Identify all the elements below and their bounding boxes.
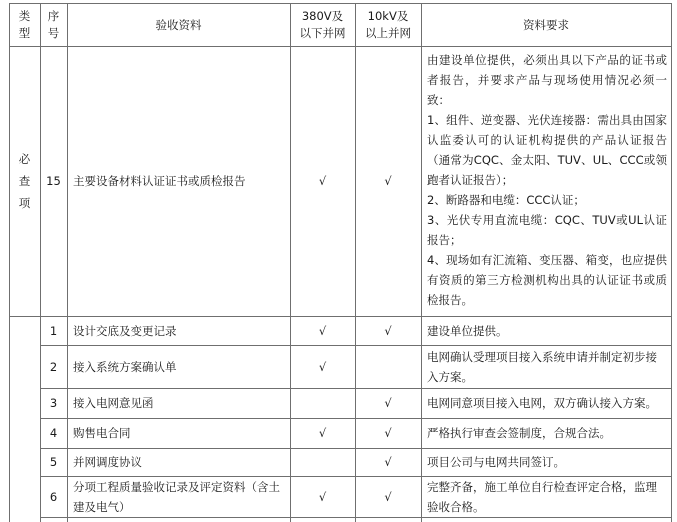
row-material: 分项工程质量验收记录及评定资料（含土建及电气） bbox=[73, 479, 280, 514]
check-10kv: √ bbox=[384, 174, 392, 188]
check-10kv bbox=[355, 345, 421, 388]
header-material: 验收资料 bbox=[155, 17, 202, 32]
check-10kv: √ bbox=[384, 426, 392, 440]
row-requirement: 建设单位提供。 bbox=[427, 323, 508, 338]
check-380v: √ bbox=[318, 426, 327, 440]
header-10kv: 10kV及 以上并网 bbox=[365, 8, 411, 40]
row-material: 设计交底及变更记录 bbox=[73, 323, 177, 338]
header-380v: 380V及 以下并网 bbox=[299, 8, 346, 40]
row-requirement: 电网确认受理项目接入系统申请并制定初步接入方案。 bbox=[427, 349, 657, 384]
check-380v: √ bbox=[318, 323, 327, 338]
row-material: 接入系统方案确认单 bbox=[73, 359, 177, 374]
check-10kv: √ bbox=[384, 455, 392, 469]
row-number: 2 bbox=[49, 359, 58, 374]
row-number: 1 bbox=[49, 323, 58, 338]
row-requirement: 严格执行审查会签制度，合规合法。 bbox=[427, 426, 611, 440]
row-requirement: 电网同意项目接入电网，双方确认接入方案。 bbox=[427, 396, 657, 410]
row-number: 6 bbox=[49, 489, 58, 504]
row-number: 5 bbox=[49, 455, 58, 469]
check-10kv: √ bbox=[384, 489, 392, 504]
table-rule bbox=[671, 3, 672, 522]
check-380v: √ bbox=[318, 359, 327, 374]
row-material: 购售电合同 bbox=[73, 426, 131, 440]
category-mandatory bbox=[9, 46, 40, 316]
check-380v: √ bbox=[318, 174, 327, 188]
check-10kv: √ bbox=[384, 323, 392, 338]
check-380v: √ bbox=[318, 489, 327, 504]
row-requirement: 由建设单位提供，必须出具以下产品的证书或者报告，并要求产品与现场使用情况必须一致： 1、组件、逆变器、光伏连接器：需出具由国家认监委认可的认证机构提供的产品认证报告（通常为CQC、金太阳、TUV、UL、CCC或领跑者认证报告）； 2、断路器和电缆：CCC认证； 3、光伏专用直流电缆：CQC、TUV或UL认证报告； 4、现场如有汇流箱、变压器、箱变，也应提供有资质的第三方检测机构出具的认证证书或质检报告。 bbox=[427, 53, 667, 307]
check-10kv: √ bbox=[384, 396, 392, 410]
row-material: 主要设备材料认证证书或质检报告 bbox=[73, 174, 246, 188]
row-material: 接入电网意见函 bbox=[73, 396, 154, 410]
header-requirement: 资料要求 bbox=[523, 17, 569, 32]
row-requirement: 项目公司与电网共同签订。 bbox=[427, 455, 565, 469]
row-number: 3 bbox=[49, 396, 58, 410]
row-number: 15 bbox=[46, 174, 61, 188]
check-380v bbox=[290, 448, 355, 476]
table-rule bbox=[40, 517, 672, 518]
check-380v bbox=[290, 388, 355, 418]
row-requirement: 完整齐备，施工单位自行检查评定合格，监理验收合格。 bbox=[427, 479, 657, 514]
row-number: 4 bbox=[49, 426, 58, 440]
header-number: 序 号 bbox=[47, 8, 60, 40]
category-mandatory-label: 必查项 bbox=[18, 152, 31, 210]
header-category: 类 型 bbox=[18, 8, 31, 40]
row-material: 并网调度协议 bbox=[73, 455, 142, 469]
